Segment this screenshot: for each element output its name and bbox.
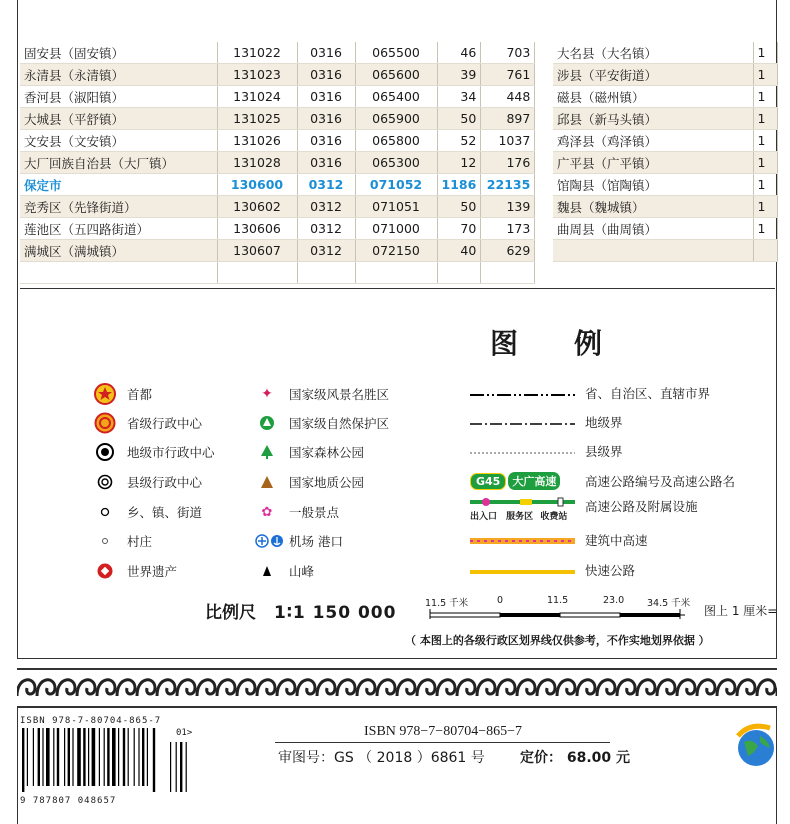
place-name: 曲周县（曲周镇）	[553, 218, 753, 240]
admin-code: 131026	[217, 130, 297, 152]
place-name: 文安县（文安镇）	[20, 130, 217, 152]
legend-nature-reserve	[255, 413, 389, 433]
postal-code: 071051	[355, 196, 437, 218]
chain-link	[637, 680, 655, 696]
admin-code-partial: 1	[753, 64, 777, 86]
place-name: 大名县（大名镇）	[553, 42, 753, 64]
postal-code: 072150	[355, 240, 437, 262]
postal-code: 071000	[355, 218, 437, 240]
barcode-bar	[27, 728, 28, 786]
place-name: 莲池区（五四路街道）	[20, 218, 217, 240]
chain-link	[17, 680, 35, 696]
admin-code-partial: 1	[753, 152, 777, 174]
expressway-number: G45	[470, 473, 506, 490]
legend-expressway-under-construction	[470, 531, 648, 549]
legend-county-boundary	[470, 442, 623, 460]
place-name: 香河县（淑阳镇）	[20, 86, 217, 108]
barcode-addon-label: 01>	[176, 728, 193, 738]
admin-code: 131023	[217, 64, 297, 86]
chain-link	[337, 680, 355, 696]
area-value: 39	[437, 64, 481, 86]
express-road-line	[470, 563, 575, 578]
legend-world-heritage	[93, 561, 177, 581]
barcode	[20, 728, 195, 798]
place-name: 永清县（永清镇）	[20, 64, 217, 86]
place-name: 大城县（平舒镇）	[20, 108, 217, 130]
publisher-globe-logo	[730, 718, 778, 768]
chain-link	[177, 680, 195, 696]
prefecture-boundary-line	[470, 415, 575, 430]
legend-township	[93, 502, 202, 522]
legend-label: 高速公路及附属设施	[585, 499, 698, 514]
chain-link	[197, 680, 215, 696]
scale-ratio: 1∶1 150 000	[274, 603, 397, 623]
world-heritage-icon	[93, 561, 117, 581]
admin-code-partial: 1	[753, 130, 777, 152]
isbn-main: ISBN 978−7−80704−865−7	[364, 724, 522, 739]
barcode-bar	[99, 728, 100, 786]
legend-label: 村庄	[127, 534, 153, 549]
map-review-number: 审图号：GS （ 2018 ）6861 号	[278, 750, 485, 766]
area-value: 34	[437, 86, 481, 108]
legend-label: 县级行政中心	[127, 475, 203, 490]
village-icon	[93, 531, 117, 551]
expressway-title: 大广高速	[508, 472, 560, 490]
legend-label: 机场 港口	[289, 534, 343, 549]
population-value: 173	[481, 218, 535, 240]
barcode-bar	[147, 728, 148, 786]
decorative-chain-band	[17, 668, 777, 708]
capital-icon	[93, 384, 117, 404]
population-value: 139	[481, 196, 535, 218]
barcode-bar	[42, 728, 43, 786]
barcode-bar	[92, 728, 96, 786]
chain-link	[717, 680, 735, 696]
barcode-bar	[112, 728, 116, 786]
area-code: 0312	[297, 174, 355, 196]
chain-link	[497, 680, 515, 696]
chain-link	[517, 680, 535, 696]
barcode-bar	[46, 728, 50, 786]
legend-label: 国家地质公园	[289, 475, 365, 490]
legend-prefecture-center	[93, 442, 215, 462]
chain-link	[757, 680, 775, 696]
population-value: 897	[481, 108, 535, 130]
legend-province-boundary	[470, 384, 710, 402]
legend-capital	[93, 384, 152, 404]
province-center-icon	[93, 413, 117, 433]
legend-airport-port	[255, 531, 343, 551]
area-code: 0312	[297, 196, 355, 218]
chain-link	[137, 680, 155, 696]
admin-code: 130607	[217, 240, 297, 262]
chain-link	[297, 680, 315, 696]
boundary-disclaimer: （ 本图上的各级行政区划界线仅供参考，不作实地划界依据 ）	[405, 634, 710, 647]
chain-link	[657, 680, 675, 696]
area-value: 1186	[437, 174, 481, 196]
legend-label: 山峰	[289, 564, 315, 579]
chain-link	[257, 680, 275, 696]
scale-tick-label: 0	[497, 595, 504, 606]
chain-link	[417, 680, 435, 696]
population-value: 448	[481, 86, 535, 108]
chain-link	[37, 680, 55, 696]
chain-link	[737, 680, 755, 696]
chain-link	[457, 680, 475, 696]
admin-code-partial: 1	[753, 174, 777, 196]
chain-link	[237, 680, 255, 696]
admin-code: 130600	[217, 174, 297, 196]
barcode-bar	[134, 728, 135, 786]
area-code: 0316	[297, 64, 355, 86]
chain-link	[377, 680, 395, 696]
peak-icon	[255, 561, 279, 581]
toll-station-label: 收费站	[540, 512, 568, 522]
legend-title: 图例	[490, 327, 659, 360]
facility-labels	[470, 509, 567, 522]
legend-label: 快速公路	[585, 563, 636, 578]
area-code: 0316	[297, 152, 355, 174]
place-name: 满城区（满城镇）	[20, 240, 217, 262]
admin-code-partial: 1	[753, 196, 777, 218]
legend-label: 乡、镇、街道	[127, 505, 203, 520]
place-name: 保定市	[20, 174, 217, 196]
chain-link	[597, 680, 615, 696]
chain-link	[577, 680, 595, 696]
postal-code: 065400	[355, 86, 437, 108]
barcode-bar	[72, 728, 73, 786]
legend-expressway-facilities	[470, 497, 698, 523]
barcode-bar	[138, 728, 139, 786]
area-value: 50	[437, 196, 481, 218]
table-bottom-rule	[20, 40, 775, 289]
chain-link	[677, 680, 695, 696]
barcode-bar	[83, 728, 85, 786]
barcode-addon-bar	[186, 742, 187, 792]
legend-village	[93, 531, 152, 551]
population-value: 761	[481, 64, 535, 86]
area-code: 0316	[297, 108, 355, 130]
county-boundary-line	[470, 444, 575, 459]
admin-code-partial: 1	[753, 86, 777, 108]
legend-county-center	[93, 472, 202, 492]
place-name: 鸡泽县（鸡泽镇）	[553, 130, 753, 152]
area-value: 70	[437, 218, 481, 240]
admin-code-partial: 1	[753, 218, 777, 240]
legend-label: 省级行政中心	[127, 416, 203, 431]
chain-link	[477, 680, 495, 696]
airport-port-icon	[255, 531, 285, 551]
admin-code: 131028	[217, 152, 297, 174]
place-name: 大厂回族自治县（大厂镇）	[20, 152, 217, 174]
barcode-bar	[118, 728, 119, 786]
township-icon	[93, 502, 117, 522]
legend-province-center	[93, 413, 202, 433]
chain-link	[77, 680, 95, 696]
legend-scenic-area	[255, 384, 389, 404]
legend-label: 高速公路编号及高速公路名	[585, 474, 736, 489]
isbn-underline	[275, 742, 610, 743]
chain-link	[157, 680, 175, 696]
nature-reserve-icon	[255, 413, 279, 433]
legend-scenic-spot	[255, 502, 339, 522]
place-name: 魏县（魏城镇）	[553, 196, 753, 218]
area-code: 0312	[297, 240, 355, 262]
legend-prefecture-boundary	[470, 413, 623, 431]
area-code: 0316	[297, 86, 355, 108]
expressway-badge	[470, 472, 575, 490]
population-value: 22135	[481, 174, 535, 196]
prefecture-center-icon	[93, 442, 117, 462]
postal-code: 071052	[355, 174, 437, 196]
area-value: 40	[437, 240, 481, 262]
chain-link	[317, 680, 335, 696]
isbn-small: ISBN 978-7-80704-865-7	[20, 716, 162, 726]
place-name: 广平县（广平镇）	[553, 152, 753, 174]
legend-peak	[255, 561, 314, 581]
admin-code: 130602	[217, 196, 297, 218]
postal-code: 065300	[355, 152, 437, 174]
legend-label: 建筑中高速	[585, 533, 648, 548]
barcode-bar	[123, 728, 125, 786]
postal-code: 065600	[355, 64, 437, 86]
area-value: 12	[437, 152, 481, 174]
barcode-bar	[53, 728, 54, 786]
barcode-bar	[38, 728, 40, 786]
area-value: 46	[437, 42, 481, 64]
admin-code: 131025	[217, 108, 297, 130]
place-name: 磁县（磁州镇）	[553, 86, 753, 108]
construction-line	[470, 533, 575, 548]
place-name: 涉县（平安街道）	[553, 64, 753, 86]
chain-link	[537, 680, 555, 696]
geopark-mountain-icon	[255, 472, 279, 492]
chain-link	[277, 680, 295, 696]
legend-label: 首都	[127, 387, 153, 402]
scale-unit-note: 图上 1 厘米=	[704, 604, 778, 618]
chain-link	[97, 680, 115, 696]
barcode-addon-bar	[180, 742, 182, 792]
population-value: 703	[481, 42, 535, 64]
area-code: 0316	[297, 130, 355, 152]
place-name: 馆陶县（馆陶镇）	[553, 174, 753, 196]
barcode-bar	[128, 728, 129, 786]
chain-link	[357, 680, 375, 696]
admin-code-partial: 1	[753, 42, 777, 64]
maple-leaf-icon: ✦	[261, 386, 273, 402]
legend-forest-park	[255, 442, 364, 462]
barcode-bar	[57, 728, 59, 786]
barcode-bar	[77, 728, 81, 786]
flower-icon: ✿	[261, 504, 273, 520]
legend-label: 县级界	[585, 444, 623, 459]
chain-link	[117, 680, 135, 696]
area-value: 52	[437, 130, 481, 152]
barcode-bar	[88, 728, 89, 786]
county-center-icon	[93, 472, 117, 492]
barcode-bar	[153, 728, 155, 792]
admin-code-partial: 1	[753, 108, 777, 130]
place-name: 邱县（新马头镇）	[553, 108, 753, 130]
place-name: 固安县（固安镇）	[20, 42, 217, 64]
barcode-addon-bar	[176, 742, 177, 792]
barcode-bar	[107, 728, 109, 786]
barcode-bar	[33, 728, 34, 786]
population-value: 176	[481, 152, 535, 174]
scale-tick-label: 11.5	[547, 595, 569, 606]
chain-link	[217, 680, 235, 696]
legend-label: 地级界	[585, 415, 623, 430]
scale-tick-label: 11.5 千米	[425, 598, 469, 609]
area-value: 50	[437, 108, 481, 130]
barcode-bar	[22, 728, 24, 792]
chain-link	[57, 680, 75, 696]
postal-code: 065500	[355, 42, 437, 64]
scale-bar	[425, 595, 695, 625]
place-name: 竞秀区（先锋街道）	[20, 196, 217, 218]
scale-label: 比例尺	[205, 603, 256, 623]
legend-label: 世界遗产	[127, 564, 178, 579]
scale-tick-label: 34.5 千米	[647, 598, 691, 609]
barcode-bar	[68, 728, 70, 786]
legend-label: 一般景点	[289, 505, 340, 520]
barcode-addon-bar	[170, 742, 171, 792]
area-code: 0312	[297, 218, 355, 240]
chain-link	[437, 680, 455, 696]
admin-code: 131024	[217, 86, 297, 108]
legend-label: 国家森林公园	[289, 445, 365, 460]
population-value: 629	[481, 240, 535, 262]
entrance-exit-label: 出入口	[470, 512, 498, 522]
population-value: 1037	[481, 130, 535, 152]
postal-code: 065900	[355, 108, 437, 130]
province-boundary-line	[470, 386, 575, 401]
chain-link	[557, 680, 575, 696]
admin-code: 130606	[217, 218, 297, 240]
price: 定价： 68.00 元	[520, 750, 631, 766]
chain-link	[697, 680, 715, 696]
area-code: 0316	[297, 42, 355, 64]
barcode-bar	[142, 728, 144, 786]
barcode-bar	[104, 728, 105, 786]
legend-expressway-name	[470, 472, 735, 490]
legend-label: 国家级自然保护区	[289, 416, 390, 431]
chain-link	[397, 680, 415, 696]
scale-block	[205, 598, 396, 623]
chain-link	[617, 680, 635, 696]
scale-tick-label: 23.0	[603, 595, 625, 606]
legend-label: 国家级风景名胜区	[289, 387, 390, 402]
legend-express-road	[470, 561, 635, 579]
admin-code: 131022	[217, 42, 297, 64]
legend-label: 地级市行政中心	[127, 445, 215, 460]
expressway-facilities-graphic	[470, 497, 575, 523]
postal-code: 065800	[355, 130, 437, 152]
barcode-digits: 9 787807 048657	[20, 796, 117, 806]
legend-label: 省、自治区、直辖市界	[585, 386, 711, 401]
legend-geopark	[255, 472, 364, 492]
tree-icon	[255, 442, 279, 462]
barcode-bar	[64, 728, 65, 786]
service-area-label: 服务区	[506, 512, 534, 522]
